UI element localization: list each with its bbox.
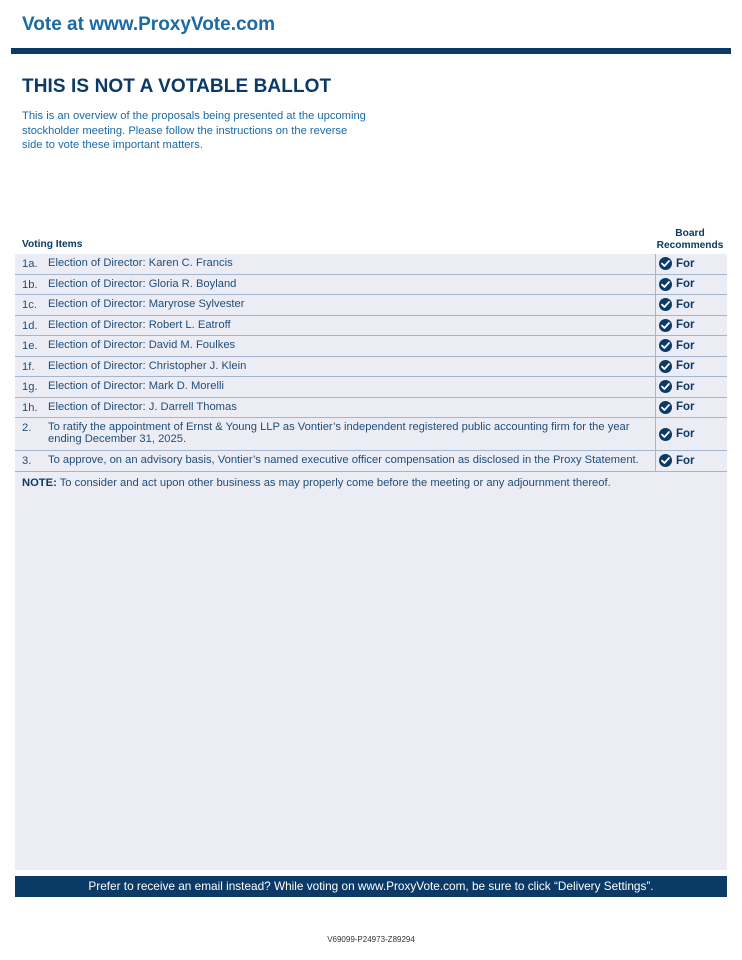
check-circle-icon: [659, 257, 672, 270]
item-text: Election of Director: Maryrose Sylvester: [48, 298, 245, 310]
board-recommends-line1: Board: [675, 228, 705, 239]
table-row: [15, 357, 727, 378]
page-title: THIS IS NOT A VOTABLE BALLOT: [22, 76, 332, 97]
recommendation-label: For: [676, 360, 695, 373]
recommendation-label: For: [676, 428, 695, 440]
table-row: [15, 377, 727, 398]
item-number: 1e.: [22, 340, 38, 352]
table-row: [15, 254, 727, 275]
recommendation-label: For: [676, 401, 695, 414]
board-recommends-header: [652, 228, 728, 251]
board-recommends-line2: Recommends: [656, 239, 724, 251]
recommendation-label: For: [676, 380, 695, 393]
board-recommendation: [655, 254, 727, 274]
item-number: 1f.: [22, 360, 35, 373]
board-recommendation: [655, 357, 727, 377]
item-text: Election of Director: David M. Foulkes: [48, 339, 236, 351]
table-row: [15, 418, 727, 451]
recommendation-label: For: [676, 278, 695, 291]
recommendation-label: For: [676, 298, 695, 311]
table-row: [15, 451, 727, 472]
board-recommendation: [655, 275, 727, 295]
item-number: 1h.: [22, 401, 38, 414]
item-number: 3.: [22, 455, 32, 467]
item-number: 1b.: [22, 278, 38, 291]
item-text: Election of Director: Karen C. Francis: [48, 257, 233, 269]
table-row: [15, 336, 727, 357]
note-text: To consider and act upon other business as may properly come before the meeting or any adjournment thereof.: [56, 476, 611, 489]
board-recommendation: [655, 398, 727, 418]
check-circle-icon: [659, 360, 672, 373]
item-number: 1d.: [22, 319, 38, 332]
header-divider: [11, 48, 731, 54]
check-circle-icon: [659, 278, 672, 291]
item-number: 1c.: [22, 299, 37, 311]
item-text: Election of Director: Gloria R. Boyland: [48, 277, 237, 290]
item-number: 1g.: [22, 381, 38, 393]
item-number: 1a.: [22, 258, 38, 270]
board-recommendation: [655, 377, 727, 397]
proxyvote-link[interactable]: Vote at www.ProxyVote.com: [22, 14, 276, 35]
note-row: [15, 472, 727, 493]
item-text: Election of Director: Christopher J. Klein: [48, 359, 247, 372]
recommendation-label: For: [676, 339, 695, 352]
check-circle-icon: [659, 339, 672, 352]
item-text: Election of Director: Mark D. Morelli: [48, 380, 224, 392]
item-number: 2.: [22, 422, 32, 434]
board-recommendation: [655, 336, 727, 356]
board-recommendation: [655, 418, 727, 450]
board-recommendation: [655, 451, 727, 471]
item-text: Election of Director: J. Darrell Thomas: [48, 400, 237, 413]
check-circle-icon: [659, 319, 672, 332]
voting-items-table: [15, 254, 727, 493]
check-circle-icon: [659, 380, 672, 393]
board-recommendation: [655, 295, 727, 315]
board-recommendation: [655, 316, 727, 336]
intro-text: This is an overview of the proposals being presented at the upcoming stockholder meeting. Please follow the instructions on the reverse side to vote these important matters.: [22, 110, 366, 151]
item-text: To approve, on an advisory basis, Vontier’s named executive officer compensation as disclosed in the Proxy Statement.: [48, 454, 639, 466]
recommendation-label: For: [676, 319, 695, 332]
table-row: [15, 316, 727, 337]
check-circle-icon: [659, 298, 672, 311]
delivery-settings-banner: Prefer to receive an email instead? While voting on www.ProxyVote.com, be sure to click “Delivery Settings”.: [15, 876, 727, 897]
note-label: NOTE:: [22, 476, 57, 489]
check-circle-icon: [659, 428, 672, 441]
recommendation-label: For: [676, 454, 695, 467]
item-text: Election of Director: Robert L. Eatroff: [48, 318, 231, 331]
recommendation-label: For: [676, 257, 695, 270]
check-circle-icon: [659, 454, 672, 467]
document-code: V69099-P24973-Z89294: [327, 935, 415, 944]
check-circle-icon: [659, 401, 672, 414]
item-text: To ratify the appointment of Ernst & Young LLP as Vontier’s independent registered public accounting firm for the year ending December 31, 2025.: [48, 421, 630, 445]
voting-items-header: Voting Items: [22, 239, 83, 250]
table-row: [15, 275, 727, 296]
table-row: [15, 398, 727, 419]
table-row: [15, 295, 727, 316]
